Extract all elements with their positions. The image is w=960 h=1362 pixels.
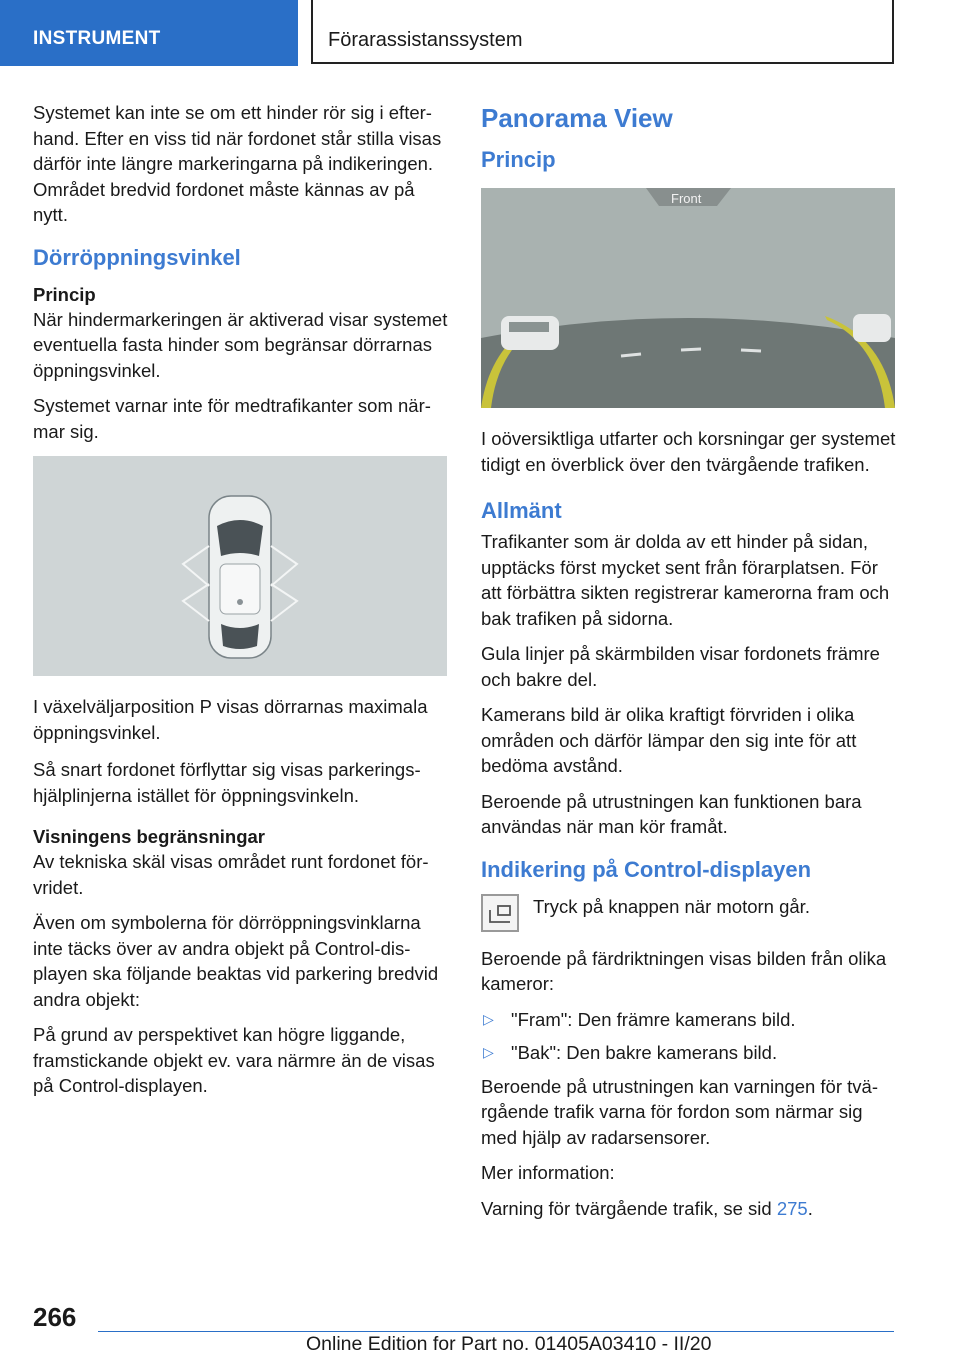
chapter-title: Förarassistanssystem: [328, 29, 523, 51]
section-tab: [0, 0, 298, 66]
paragraph: Så snart fordonet förflyttar sig visas parkeringshjälplinjerna istället för öppningsvinkeln.: [33, 759, 421, 806]
principle-subheading: Princip: [33, 283, 96, 305]
limits-subheading: Visningens begränsningar: [33, 826, 265, 847]
car-top-view-illustration: [33, 456, 447, 676]
principle-subheading: Princip: [481, 147, 556, 172]
paragraph: Av tekniska skäl visas området runt fordonet förvridet.: [33, 851, 429, 898]
paragraph: Kamerans bild är olika kraftigt förvriden i olika områden och därför lämpar den sig inte för att bedöma avstånd.: [481, 704, 857, 776]
button-instruction: [481, 894, 897, 932]
paragraph: Trafikanter som är dolda av ett hinder på sidan, upptäcks först mycket sent från förarplatsen. För att förbättra sikten registrerar kamerorna fram och bak trafiken på sidorna.: [481, 531, 890, 629]
footer-edition: Online Edition for Part no. 01405A03410 - II/20: [306, 1333, 712, 1355]
list-item: ▷ "Fram": Den främre kamerans bild.: [481, 1007, 897, 1033]
paragraph: Mer information:: [481, 1162, 615, 1183]
paragraph: På grund av perspektivet kan högre liggande, framstickande objekt ev. vara närmre än de visas på Control-displayen.: [33, 1024, 435, 1096]
paragraph: I oöversiktliga utfarter och korsningar ger systemet tidigt en överblick över den tvärgående trafiken.: [481, 428, 896, 475]
list-item: ▷ "Bak": Den bakre kamerans bild.: [481, 1040, 897, 1066]
camera-icon: [483, 896, 517, 930]
reference-paragraph: Varning för tvärgående trafik, se sid 275.: [481, 1197, 813, 1219]
right-column: [481, 100, 897, 1231]
camera-list: [481, 1007, 897, 1066]
paragraph: Systemet varnar inte för medtrafikanter som närmar sig.: [33, 395, 431, 442]
chapter-header: [311, 0, 894, 64]
paragraph: Beroende på utrustningen kan varningen för tvärgående trafik varna för fordon som närmar sig med hjälp av radarsensorer.: [481, 1075, 878, 1148]
door-angle-figure: [33, 456, 447, 676]
triangle-bullet-icon: ▷: [483, 1044, 494, 1060]
display-subheading: Indikering på Control-displayen: [481, 856, 812, 882]
paragraph: I växelväljarposition P visas dörrarnas maximala öppningsvinkel.: [33, 696, 428, 743]
paragraph: Även om symbolerna för dörröppningsvinklarna inte täcks över av andra objekt på Control-displayen ska följande beaktas vid parkering bredvid andra objekt:: [33, 912, 439, 1010]
page-number: 266: [33, 1302, 77, 1332]
triangle-bullet-icon: ▷: [483, 1010, 494, 1027]
section-title: INSTRUMENT: [33, 28, 161, 49]
front-label: Front: [671, 191, 702, 206]
panorama-figure: [481, 188, 895, 408]
paragraph: Beroende på utrustningen kan funktionen bara användas när man kör framåt.: [481, 790, 862, 837]
intro-paragraph: Systemet kan inte se om ett hinder rör sig i efterhand. Efter en viss tid när fordonet står stilla visas därför inte längre markeringarna på indikeringen. Området bredvid fordonet måste kännas av på nytt.: [33, 102, 442, 225]
page-link[interactable]: 275: [776, 1197, 808, 1219]
paragraph: När hindermarkeringen är aktiverad visar systemet eventuella fasta hinder som begränsar dörrarnas öppningsvinkel.: [33, 308, 448, 381]
button-text: Tryck på knappen när motorn går.: [533, 895, 810, 917]
camera-button-icon: [481, 894, 519, 932]
door-angle-heading: Dörröppningsvinkel: [33, 244, 241, 270]
paragraph: Gula linjer på skärmbilden visar fordonets främre och bakre del.: [481, 643, 880, 690]
general-subheading: Allmänt: [481, 498, 562, 523]
panorama-view-heading: Panorama View: [481, 103, 673, 133]
footer-divider: [98, 1331, 894, 1332]
left-column: [33, 100, 449, 1109]
paragraph: Beroende på färdriktningen visas bilden från olika kameror:: [481, 947, 887, 994]
panorama-camera-illustration: [481, 188, 895, 408]
